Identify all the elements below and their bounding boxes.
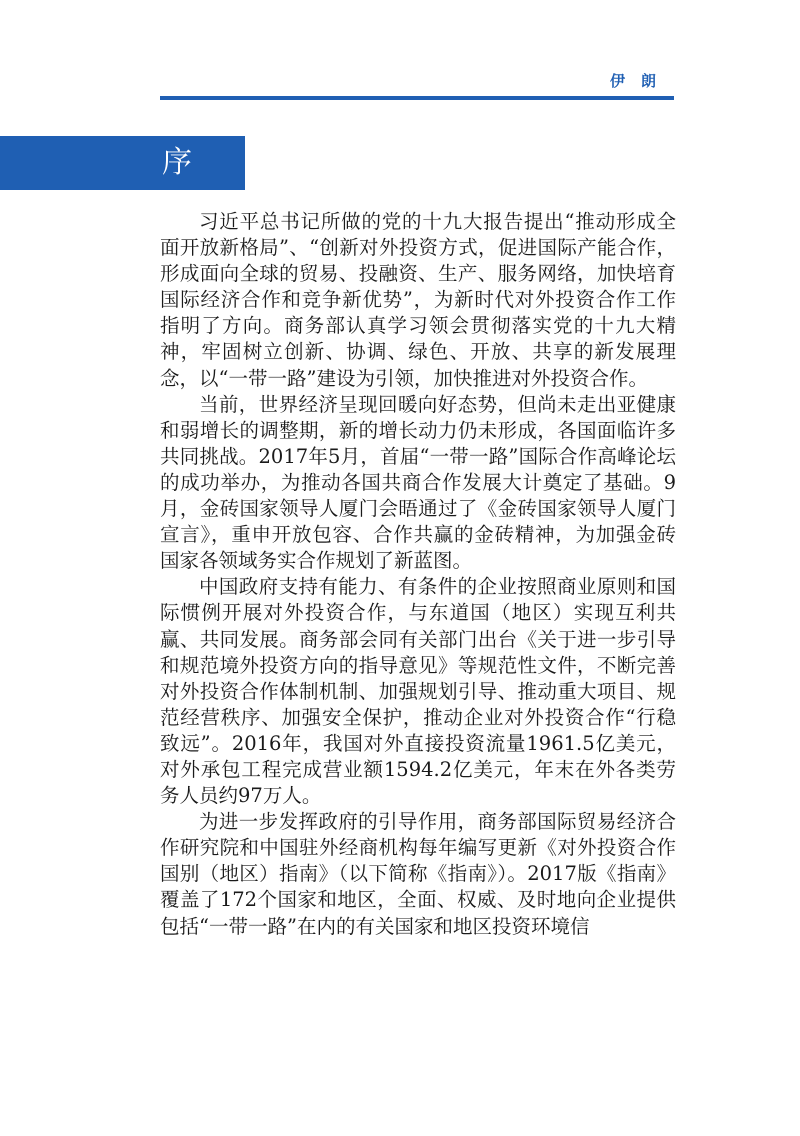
paragraph-1: 习近平总书记所做的党的十九大报告提出“推动形成全面开放新格局”、“创新对外投资方式，促进国际产能合作，形成面向全球的贸易、投融资、生产、服务网络，加快培育国际经济合作和竞争新优势”，为新时代对外投资合作工作指明了方向。商务部认真学习领会贯彻落实党的十九大精神，牢固树立创新、协调、绿色、开放、共享的新发展理念，以“一带一路”建设为引领，加快推进对外投资合作。	[160, 210, 676, 390]
paragraph-4: 为进一步发挥政府的引导作用，商务部国际贸易经济合作研究院和中国驻外经商机构每年编写更新《对外投资合作国别（地区）指南》（以下简称《指南》）。2017版《指南》覆盖了172个国家和地区，全面、权威、及时地向企业提供包括“一带一路”在内的有关国家和地区投资环境信	[160, 810, 676, 938]
section-title-tab	[0, 136, 245, 190]
paragraph-2: 当前，世界经济呈现回暖向好态势，但尚未走出亚健康和弱增长的调整期，新的增长动力仍未形成，各国面临许多共同挑战。2017年5月，首届“一带一路”国际合作高峰论坛的成功举办，为推动各国共商合作发展大计奠定了基础。9月，金砖国家领导人厦门会晤通过了《金砖国家领导人厦门宣言》，重申开放包容、合作共赢的金砖精神，为加强金砖国家各领域务实合作规划了新蓝图。	[160, 392, 676, 573]
section-title: 序	[162, 145, 192, 180]
running-header-country: 伊朗	[609, 72, 672, 90]
header-rule	[160, 96, 674, 100]
preface-body	[160, 209, 676, 940]
paragraph-3: 中国政府支持有能力、有条件的企业按照商业原则和国际惯例开展对外投资合作，与东道国（地区）实现互利共赢、共同发展。商务部会同有关部门出台《关于进一步引导和规范境外投资方向的指导意见》等规范性文件，不断完善对外投资合作体制机制、加强规划引导、推动重大项目、规范经营秩序、加强安全保护，推动企业对外投资合作“行稳致远”。2016年，我国对外直接投资流量1961.5亿美元，对外承包工程完成营业额1594.2亿美元，年末在外各类劳务人员约97万人。	[160, 575, 676, 808]
